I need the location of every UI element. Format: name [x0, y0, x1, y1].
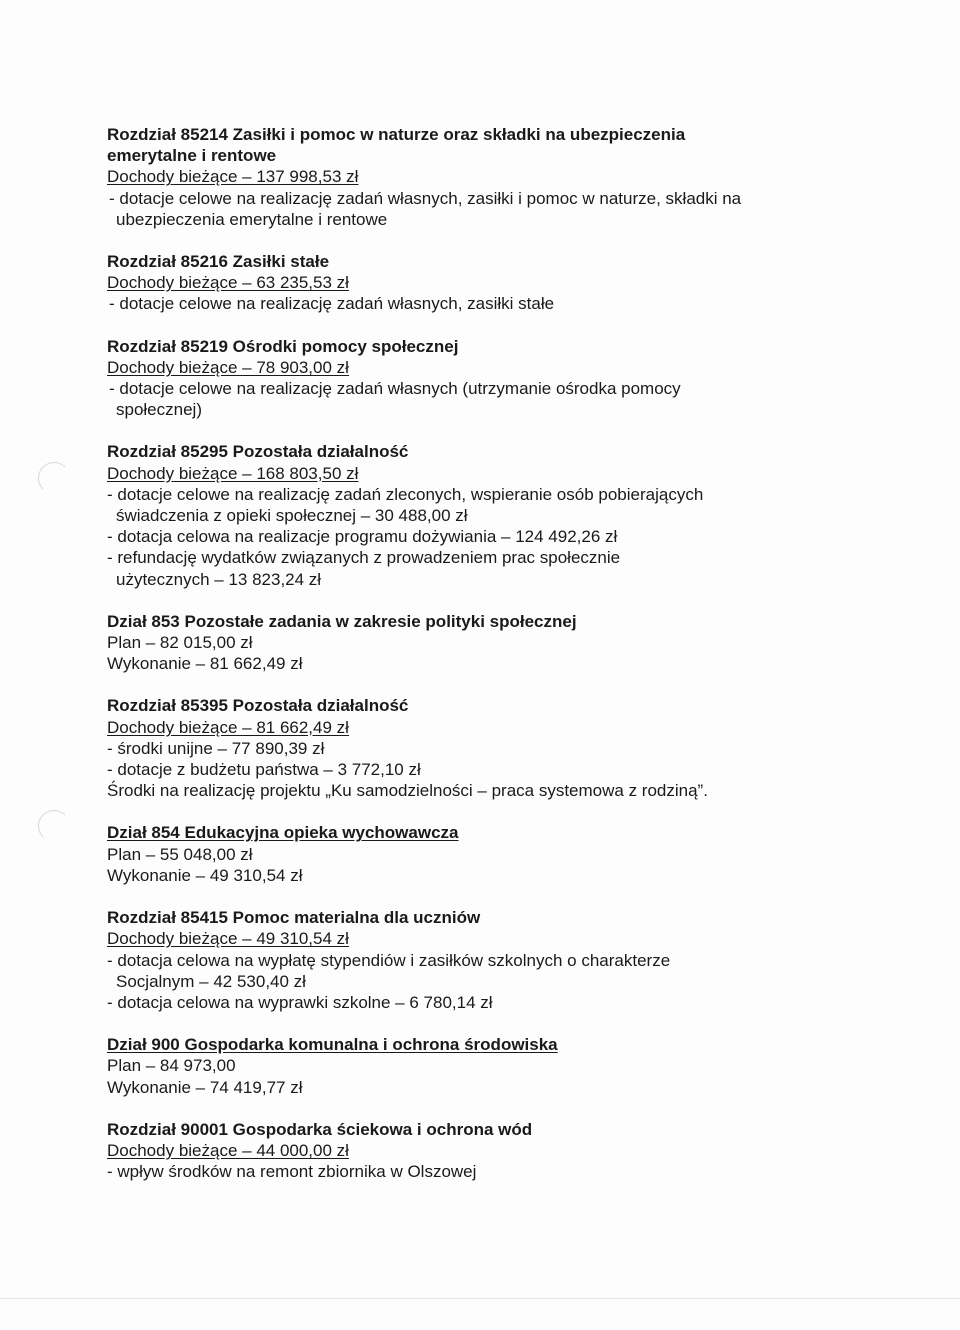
section-heading: Rozdział 85214 Zasiłki i pomoc w naturze oraz składki na ubezpieczenia: [107, 125, 686, 144]
execution-line: Wykonanie – 74 419,77 zł: [107, 1077, 303, 1097]
execution-line: Wykonanie – 81 662,49 zł: [107, 654, 303, 674]
income-line: Dochody bieżące – 78 903,00 zł: [107, 357, 349, 377]
section-heading: Rozdział 85415 Pomoc materialna dla uczniów: [107, 908, 481, 928]
section-85216: [107, 251, 807, 315]
item-line: - refundację wydatków związanych z prowadzeniem prac społecznie: [107, 548, 621, 568]
section-85415: [107, 907, 807, 1013]
section-heading: Rozdział 85216 Zasiłki stałe: [107, 252, 330, 272]
section-heading: Dział 854 Edukacyjna opieka wychowawcza: [107, 823, 459, 843]
item-line: ubezpieczenia emerytalne i rentowe: [116, 209, 388, 229]
document-body: [107, 124, 807, 1203]
income-line: Dochody bieżące – 168 803,50 zł: [107, 463, 359, 483]
item-line: użytecznych – 13 823,24 zł: [116, 569, 322, 589]
plan-line: Plan – 82 015,00 zł: [107, 633, 253, 653]
section-heading: Rozdział 85295 Pozostała działalność: [107, 442, 409, 462]
punch-hole-mark: [38, 810, 70, 842]
plan-line: Plan – 84 973,00: [107, 1056, 236, 1076]
item-line: Środki na realizację projektu „Ku samodzielności – praca systemowa z rodziną”.: [107, 781, 708, 801]
section-dzial-853: [107, 611, 807, 675]
item-line: - dotacje celowe na realizację zadań własnych, zasiłki i pomoc w naturze, składki na: [109, 188, 742, 208]
item-line: - dotacja celowa na wypłatę stypendiów i zasiłków szkolnych o charakterze: [107, 950, 671, 970]
item-line: społecznej): [116, 400, 202, 420]
section-85295: [107, 441, 807, 589]
section-heading: Rozdział 85395 Pozostała działalność: [107, 696, 409, 716]
section-heading: Dział 853 Pozostałe zadania w zakresie polityki społecznej: [107, 611, 577, 631]
punch-hole-mark: [38, 462, 70, 494]
section-dzial-900: [107, 1034, 807, 1098]
section-dzial-854: [107, 822, 807, 886]
item-line: - dotacje z budżetu państwa – 3 772,10 zł: [107, 760, 421, 780]
item-line: - dotacja celowa na wyprawki szkolne – 6 780,14 zł: [107, 992, 493, 1012]
income-line: Dochody bieżące – 81 662,49 zł: [107, 717, 349, 737]
item-line: - wpływ środków na remont zbiornika w Olszowej: [107, 1162, 477, 1182]
item-line: świadczenia z opieki społecznej – 30 488,00 zł: [116, 506, 468, 526]
item-line: - dotacja celowa na realizacje programu dożywiania – 124 492,26 zł: [107, 527, 618, 547]
section-85219: [107, 336, 807, 421]
income-line: Dochody bieżące – 49 310,54 zł: [107, 929, 349, 949]
item-line: - dotacje celowe na realizację zadań własnych, zasiłki stałe: [109, 294, 555, 314]
section-heading-continued: emerytalne i rentowe: [107, 146, 277, 166]
execution-line: Wykonanie – 49 310,54 zł: [107, 865, 303, 885]
section-85395: [107, 695, 807, 801]
section-heading: Dział 900 Gospodarka komunalna i ochrona środowiska: [107, 1035, 558, 1055]
item-line: - środki unijne – 77 890,39 zł: [107, 738, 325, 758]
plan-line: Plan – 55 048,00 zł: [107, 844, 253, 864]
item-line: Socjalnym – 42 530,40 zł: [116, 971, 306, 991]
income-line: Dochody bieżące – 44 000,00 zł: [107, 1140, 349, 1160]
income-line: Dochody bieżące – 137 998,53 zł: [107, 167, 359, 187]
section-heading: Rozdział 85219 Ośrodki pomocy społecznej: [107, 336, 459, 356]
section-85214: [107, 124, 807, 230]
income-line: Dochody bieżące – 63 235,53 zł: [107, 273, 349, 293]
section-heading: Rozdział 90001 Gospodarka ściekowa i ochrona wód: [107, 1119, 533, 1139]
item-line: - dotacje celowe na realizację zadań zleconych, wspieranie osób pobierających: [107, 484, 704, 504]
section-90001: [107, 1119, 807, 1183]
item-line: - dotacje celowe na realizację zadań własnych (utrzymanie ośrodka pomocy: [109, 379, 681, 399]
page-bottom-edge: [0, 1298, 960, 1299]
